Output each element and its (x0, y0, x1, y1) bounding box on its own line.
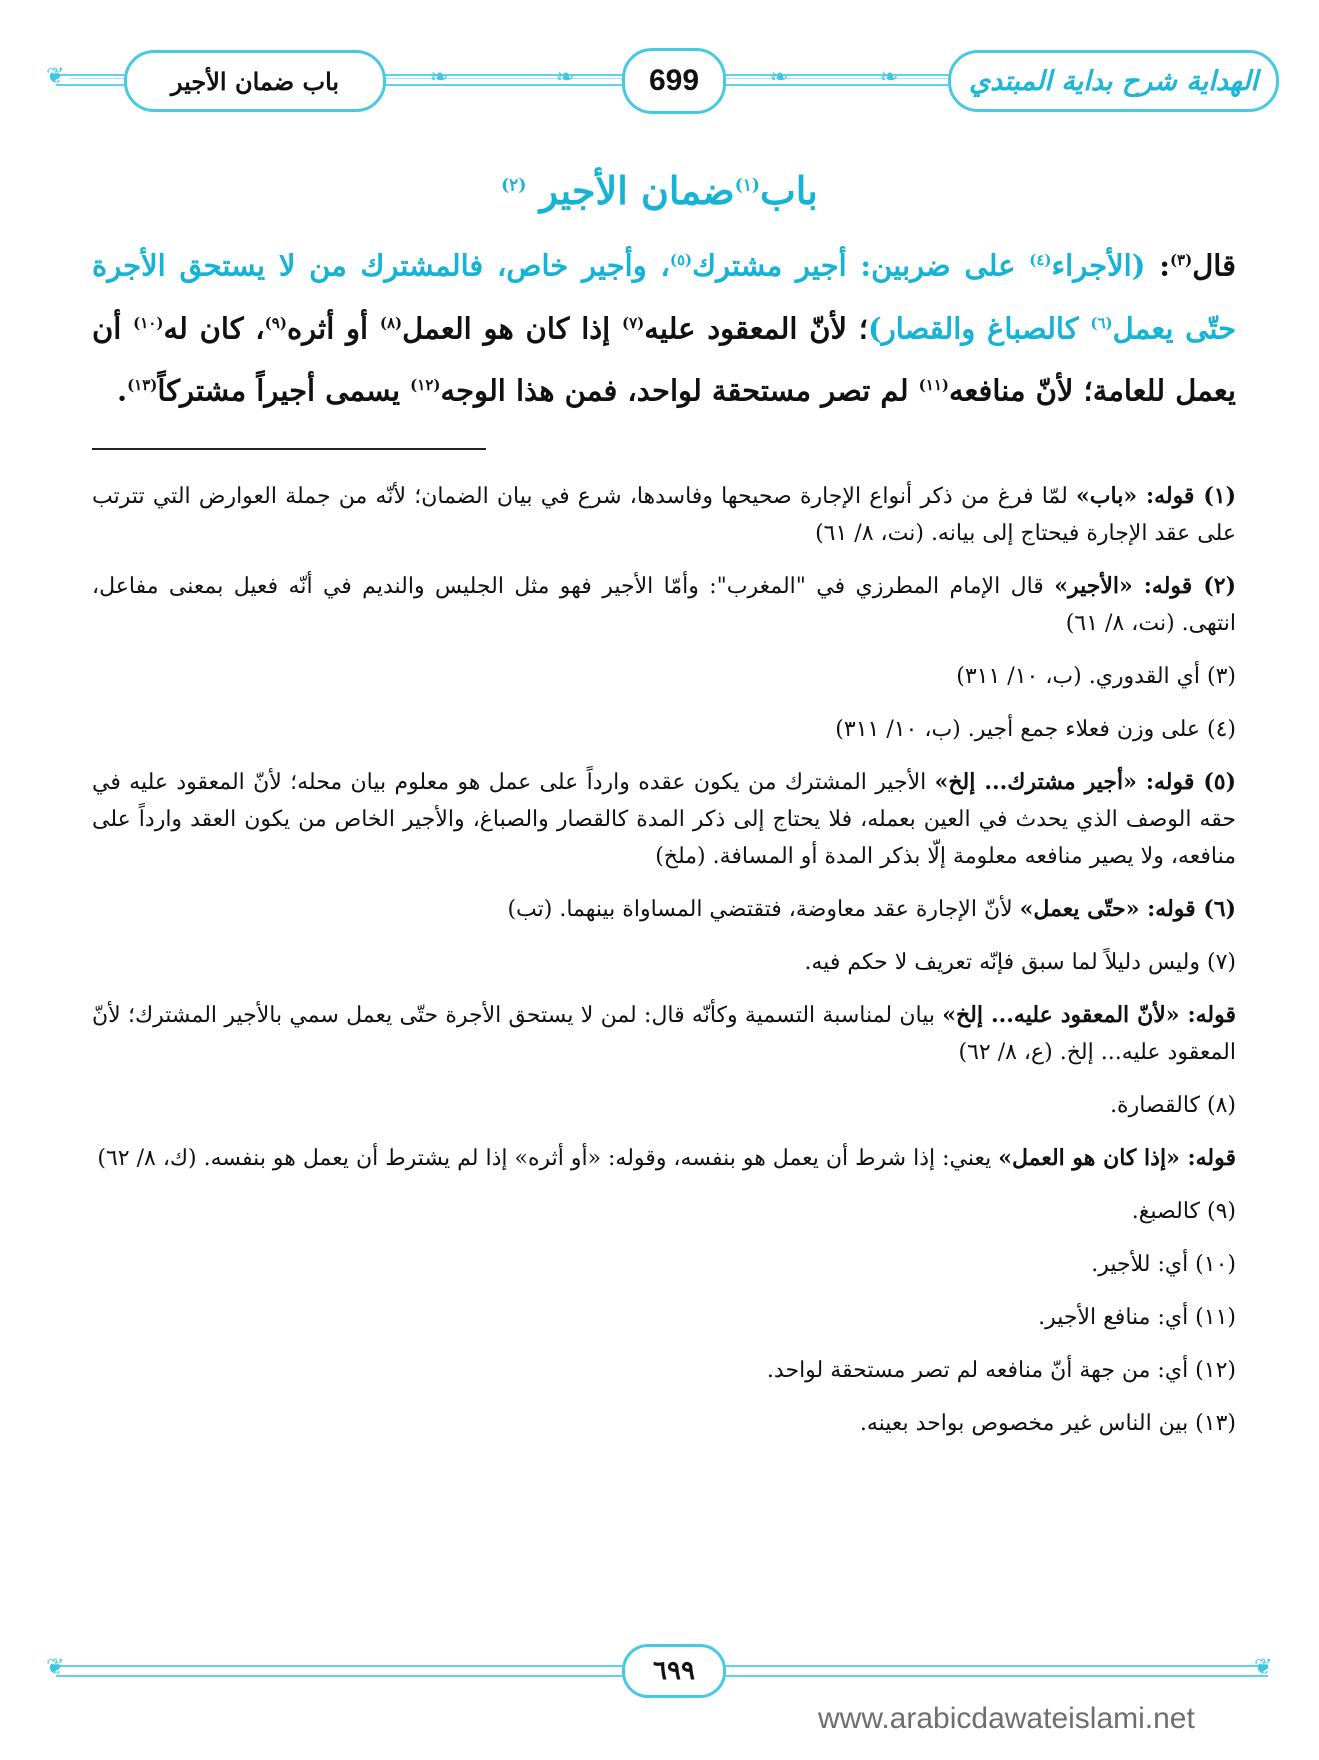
text-run: يسمى أجيراً مشتركاً (157, 373, 411, 408)
footnote-text: بيان لمناسبة التسمية وكأنّه قال: لمن لا يستحق الأجرة حتّى يعمل سمي بالأجير المشترك؛ لأنّ المعقود عليه... إلخ. (ع، ٨/ ٦٢) (92, 1003, 1236, 1065)
footnote-lead: (١) قوله: «باب» (1076, 483, 1236, 509)
footnote (92, 1246, 1236, 1283)
book-title: الهداية شرح بداية المبتدي (968, 65, 1259, 97)
footnote-ref: (٢) (501, 175, 527, 196)
footnote-text: (١٠) أي: للأجير. (1091, 1252, 1236, 1277)
title-word: باب (759, 168, 818, 213)
footnote (92, 944, 1236, 981)
ornament-icon: ❧ (770, 65, 789, 90)
ornament-icon: ❧ (880, 65, 899, 90)
main-text (92, 232, 1236, 420)
footnote-ref: (١١) (918, 376, 949, 395)
footnote (92, 1140, 1236, 1177)
footer-page-number-badge (622, 1644, 726, 1698)
footnote-ref: (١٢) (410, 376, 441, 395)
text-run: أن يعمل للعامة؛ لأنّ منافعه (92, 311, 1236, 408)
footnote (92, 1299, 1236, 1336)
footnote (92, 568, 1236, 642)
footnote-text: (١٢) أي: من جهة أنّ منافعه لم تصر مستحقة لواحد. (766, 1358, 1236, 1383)
footnote-ref: (٨) (379, 313, 403, 332)
footnote-ref: (٧) (622, 313, 645, 332)
text-run: أو أثره (286, 311, 380, 346)
footnote-text: (٤) على وزن فعلاء جمع أجير. (ب، ١٠/ ٣١١) (835, 717, 1236, 742)
footnote-text: (٣) أي القدوري. (ب، ١٠/ ٣١١) (956, 664, 1236, 689)
footnote-ref: (١٣) (127, 376, 158, 395)
footnote-text: (٨) كالقصارة. (1110, 1093, 1236, 1118)
highlighted-text: (الأجراء (1051, 248, 1146, 283)
footnote (92, 1087, 1236, 1124)
ornament-icon: ❧ (430, 65, 449, 90)
footnote-ref: (٥) (669, 251, 693, 269)
right-ornament-icon: ❦ (1254, 1655, 1273, 1680)
footnote-text: (١٣) بين الناس غير مخصوص بواحد بعينه. (859, 1411, 1236, 1436)
text-run: . (116, 373, 128, 408)
text-run: قال (1192, 248, 1236, 283)
footnote (92, 478, 1236, 552)
footer-page-number: ٦٩٩ (653, 1656, 695, 1686)
left-ornament-icon: ❦ (46, 64, 65, 89)
footnote-text: (١١) أي: منافع الأجير. (1038, 1305, 1236, 1330)
section-title (0, 168, 1319, 213)
footnote-lead: قوله: «لأنّ المعقود عليه... إلخ» (942, 1002, 1236, 1028)
footnote-ref: (٣) (1169, 251, 1193, 269)
text-run: إذا كان هو العمل (402, 311, 622, 346)
footnote-text: قال الإمام المطرزي في "المغرب": وأمّا الأجير فهو مثل الجليس والنديم في أنّه فعيل بمعنى مفاعل، انتهى. (نت، ٨/ ٦١) (92, 574, 1236, 636)
highlighted-text: على ضربين: أجير مشترك (692, 248, 1030, 283)
ornament-icon: ❧ (556, 65, 575, 90)
footnote-text: الأجير المشترك من يكون عقده وارداً على عمل هو معلوم بيان محله؛ لأنّ المعقود عليه في حقه الوصف الذي يحدث في العين بعمله، فلا يحتاج إلى ذكر المدة كالقصار والصباغ، والأجير الخاص من يكون العقد وارداً على منافعه، ولا يصير منافعه معلومة إلّا بذكر المدة أو المسافة. (ملخ) (92, 770, 1236, 869)
watermark: www.arabicdawateislami.net (818, 1702, 1195, 1735)
footnote (92, 997, 1236, 1071)
footnote-text: يعني: إذا شرط أن يعمل هو بنفسه، وقوله: «أو أثره» إذا لم يشترط أن يعمل هو بنفسه. (ك، ٨/ ٦٢) (97, 1146, 999, 1171)
footnote (92, 1405, 1236, 1442)
footnote-ref: (١٠) (133, 313, 164, 332)
footnotes (92, 478, 1236, 1458)
footnote (92, 1193, 1236, 1230)
footnote-lead: (٥) قوله: «أجير مشترك... إلخ» (934, 769, 1236, 795)
page-number: 699 (648, 64, 700, 97)
text-run: لم تصر مستحقة لواحد، فمن هذا الوجه (440, 373, 919, 408)
footnote-text: لمّا فرغ من ذكر أنواع الإجارة صحيحها وفاسدها، شرع في بيان الضمان؛ لأنّه من جملة العوارض التي تترتب على عقد الإجارة فيحتاج إلى بيانه. (نت، ٨/ ٦١) (92, 484, 1236, 546)
highlighted-text: ، وأجير خاص، فالمشترك من لا يستحق الأجرة حتّى يعمل (92, 248, 1237, 346)
footnote (92, 764, 1236, 875)
chapter-title-badge (124, 50, 386, 112)
footnote-separator (92, 448, 486, 450)
footnote (92, 1352, 1236, 1389)
text-run: : (1145, 248, 1170, 283)
footnote-ref: (١) (734, 175, 760, 196)
footnote (92, 711, 1236, 748)
footnote-lead: (٢) قوله: «الأجير» (1054, 573, 1237, 599)
footnote-lead: (٦) قوله: «حتّى يعمل» (1019, 896, 1236, 922)
footnote-ref: (٤) (1029, 251, 1052, 269)
footnote-text: لأنّ الإجارة عقد معاوضة، فتقتضي المساواة بينهما. (تب) (507, 897, 1020, 922)
highlighted-text: كالصباغ والقصار) (868, 311, 1091, 346)
title-word: ضمان الأجير (539, 168, 735, 213)
footnote (92, 658, 1236, 695)
text-run: ؛ لأنّ المعقود عليه (644, 311, 869, 346)
text-run: ، كان له (163, 311, 265, 346)
footnote-text: (٧) وليس دليلاً لما سبق فإنّه تعريف لا حكم فيه. (804, 950, 1236, 975)
footnote-ref: (٩) (264, 313, 287, 332)
footnote-text: (٩) كالصبغ. (1131, 1199, 1236, 1224)
chapter-title: باب ضمان الأجير (170, 66, 340, 96)
page-number-badge (622, 48, 726, 114)
footnote-lead: قوله: «إذا كان هو العمل» (998, 1145, 1236, 1171)
book-title-badge (948, 50, 1279, 112)
footnote-ref: (٦) (1090, 313, 1113, 332)
footnote (92, 891, 1236, 928)
left-ornament-icon: ❦ (46, 1655, 65, 1680)
